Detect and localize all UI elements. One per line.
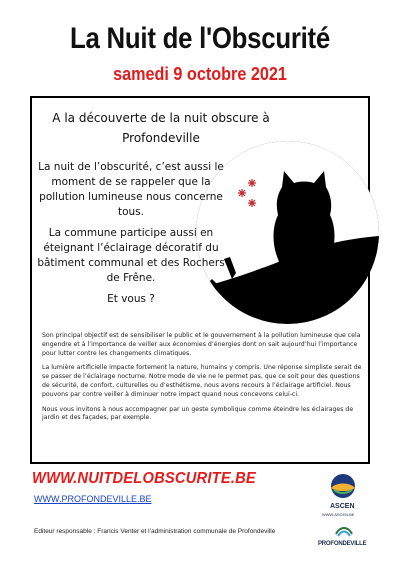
- owl-body: [274, 171, 335, 279]
- body-paragraph: Nous vous invitons à nous accompagner par un geste symbolique comme éteindre les éclairages de jardin et des façades, par exemple.: [42, 405, 354, 422]
- body-paragraph: La lumière artificielle impacte fortement la nature, humains y compris. Une réponse simpliste serait de se passer de l’éclairage nocturne. Notre mode de vie ne le permet pas, que ce soit pour des questions de sécurité, de confort, culturelles ou d’esthétisme, nous avons recours à l’éclairage artificiel. Nous pouvons par contre veiller à diminuer notre impact quand nous concevons celui-ci.: [42, 364, 362, 398]
- headline: A la découverte de la nuit obscure à Profondeville: [52, 111, 270, 145]
- ascen-name: ASCEN: [330, 503, 355, 510]
- event-date: samedi 9 octobre 2021: [113, 64, 287, 84]
- ascen-site: WWW.ASCEN.BE: [322, 512, 355, 517]
- page-title: La Nuit de l'Obscurité: [70, 22, 330, 55]
- editor-credit: Editeur responsable : Francis Venter et l’administration communale de Profondeville: [34, 528, 276, 535]
- profondeville-name: PROFONDEVILLE: [318, 541, 367, 547]
- event-website-link[interactable]: WWW.NUITDELOBSCURITE.BE: [32, 470, 256, 487]
- body-text: [42, 332, 364, 429]
- commune-website-link[interactable]: WWW.PROFONDEVILLE.BE: [34, 494, 152, 504]
- profondeville-logo: [318, 522, 370, 556]
- intro-paragraph: Et vous ?: [107, 293, 155, 305]
- body-paragraph: Son principal objectif est de sensibiliser le public et le gouvernement à la pollution lumineuse que cela engendre et à l’importance de veiller aux économies d’énergies dont on sait aujourd’hui l’importance pour lutter contre les changements climatiques.: [42, 332, 361, 357]
- intro-paragraph: La nuit de l’obscurité, c’est aussi le moment de se rappeler que la pollution lumineuse nous concerne tous.: [38, 161, 224, 218]
- intro-paragraph: La commune participe aussi en éteignant l’éclairage décoratif du bâtiment communal et des Rochers de Frêne.: [37, 227, 225, 284]
- intro-text: [36, 160, 226, 313]
